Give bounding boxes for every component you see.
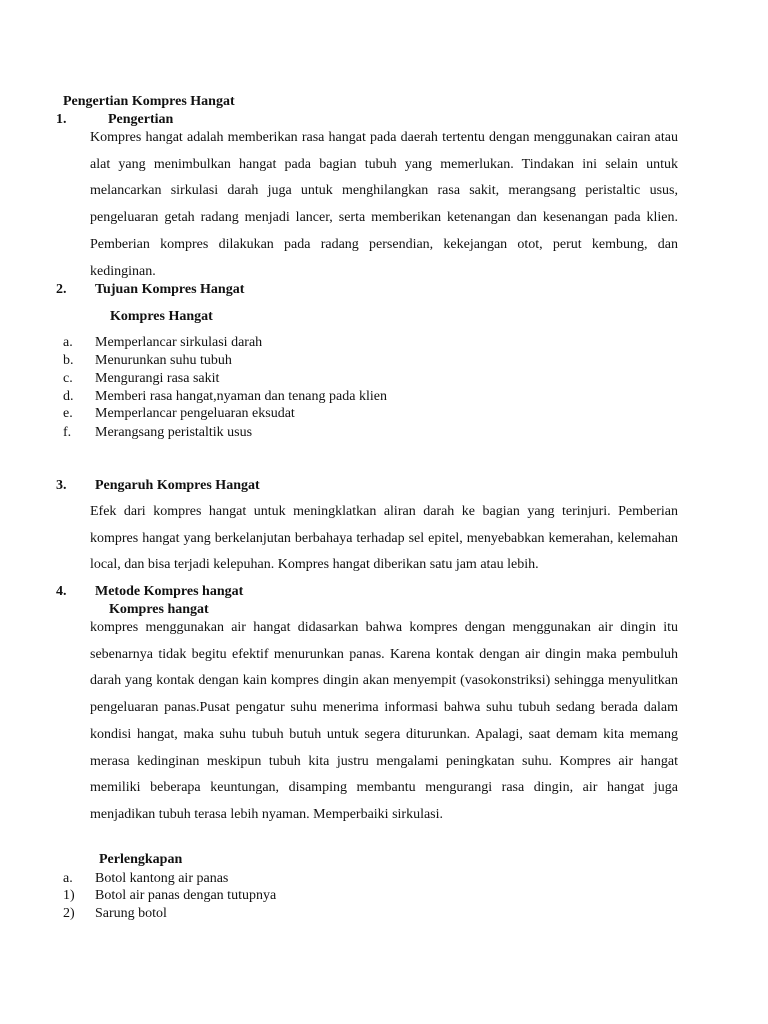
section-1-body: Kompres hangat adalah memberikan rasa hangat pada daerah tertentu dengan menggunakan cairan atau alat yang menimbulkan hangat pada bagian tubuh yang memerlukan. Tindakan ini selain untuk melancarkan sirkulasi darah juga untuk menghilangkan rasa sakit, merangsang peristaltic usus, pengeluaran getah radang menjadi lancer, serta memberikan ketenangan dan kesenangan pada klien. Pemberian kompres dilakukan pada radang persendian, kekejangan otot, perut kembung, dan kedinginan. bbox=[90, 130, 678, 279]
section-4-subheading: Kompres hangat bbox=[109, 602, 209, 617]
section-2-subheading: Kompres Hangat bbox=[110, 309, 213, 324]
list-item bbox=[0, 405, 768, 423]
equipment-heading: Perlengkapan bbox=[99, 852, 183, 867]
list-marker: d. bbox=[63, 389, 74, 404]
section-4-number: 4. bbox=[56, 584, 67, 599]
section-4-body: kompres menggunakan air hangat didasarkan bahwa kompres dengan menggunakan air dingin itu sebenarnya tidak begitu efektif menurunkan panas. Karena kontak dengan air dingin maka pembuluh darah yang kontak dengan kain kompres dingin akan menyempit (vasokonstriksi) sehingga menyulitkan pengeluaran panas.Pusat pengatur suhu menerima informasi bahwa suhu tubuh sedang berada dalam kondisi hangat, maka suhu tubuh butuh untuk segera diturunkan. Apalagi, saat demam kita memang merasa kedinginan meskipun tubuh kita justru mengalami peningkatan suhu. Kompres air hangat memiliki beberapa keuntungan, disamping membantu mengurangi rasa dingin, air hangat juga menjadikan tubuh terasa lebih nyaman. Memperbaiki sirkulasi. bbox=[90, 620, 678, 822]
list-item bbox=[0, 370, 768, 388]
section-3-number: 3. bbox=[56, 478, 67, 493]
section-4-paragraph bbox=[90, 615, 678, 829]
list-item bbox=[0, 388, 768, 406]
list-marker: e. bbox=[63, 406, 73, 421]
list-item bbox=[0, 334, 768, 352]
list-item bbox=[0, 870, 768, 888]
list-text: Sarung botol bbox=[95, 906, 167, 921]
section-2-number: 2. bbox=[56, 282, 67, 297]
section-1-heading: Pengertian bbox=[108, 112, 174, 127]
list-marker: c. bbox=[63, 371, 73, 386]
list-item bbox=[0, 424, 768, 442]
list-text: Merangsang peristaltik usus bbox=[95, 425, 253, 440]
list-text: Memperlancar sirkulasi darah bbox=[95, 335, 263, 350]
list-text: Botol kantong air panas bbox=[95, 871, 229, 886]
section-3-body: Efek dari kompres hangat untuk meningklatkan aliran darah ke bagian yang terinjuri. Pemberian kompres hangat yang berkelanjutan berbahaya terhadap sel epitel, menyebabkan kemerahan, kelemahan local, dan bisa terjadi kelepuhan. Kompres hangat diberikan satu jam atau lebih. bbox=[90, 504, 678, 573]
list-marker: a. bbox=[63, 871, 73, 886]
list-text: Memperlancar pengeluaran eksudat bbox=[95, 406, 295, 421]
list-text: Menurunkan suhu tubuh bbox=[95, 353, 232, 368]
section-3-heading: Pengaruh Kompres Hangat bbox=[95, 478, 260, 493]
list-item bbox=[0, 887, 768, 905]
section-1-paragraph bbox=[90, 125, 678, 285]
list-text: Memberi rasa hangat,nyaman dan tenang pada klien bbox=[95, 389, 387, 404]
list-text: Mengurangi rasa sakit bbox=[95, 371, 220, 386]
list-marker: b. bbox=[63, 353, 74, 368]
list-item bbox=[0, 352, 768, 370]
list-text: Botol air panas dengan tutupnya bbox=[95, 888, 277, 903]
list-item bbox=[0, 905, 768, 923]
section-3-paragraph bbox=[90, 499, 678, 579]
list-marker: f. bbox=[63, 425, 72, 440]
section-2-heading: Tujuan Kompres Hangat bbox=[95, 282, 245, 297]
list-marker: 2) bbox=[63, 906, 75, 921]
section-4-heading: Metode Kompres hangat bbox=[95, 584, 244, 599]
section-1-number: 1. bbox=[56, 112, 67, 127]
list-marker: 1) bbox=[63, 888, 75, 903]
document-title: Pengertian Kompres Hangat bbox=[63, 94, 235, 109]
list-marker: a. bbox=[63, 335, 73, 350]
